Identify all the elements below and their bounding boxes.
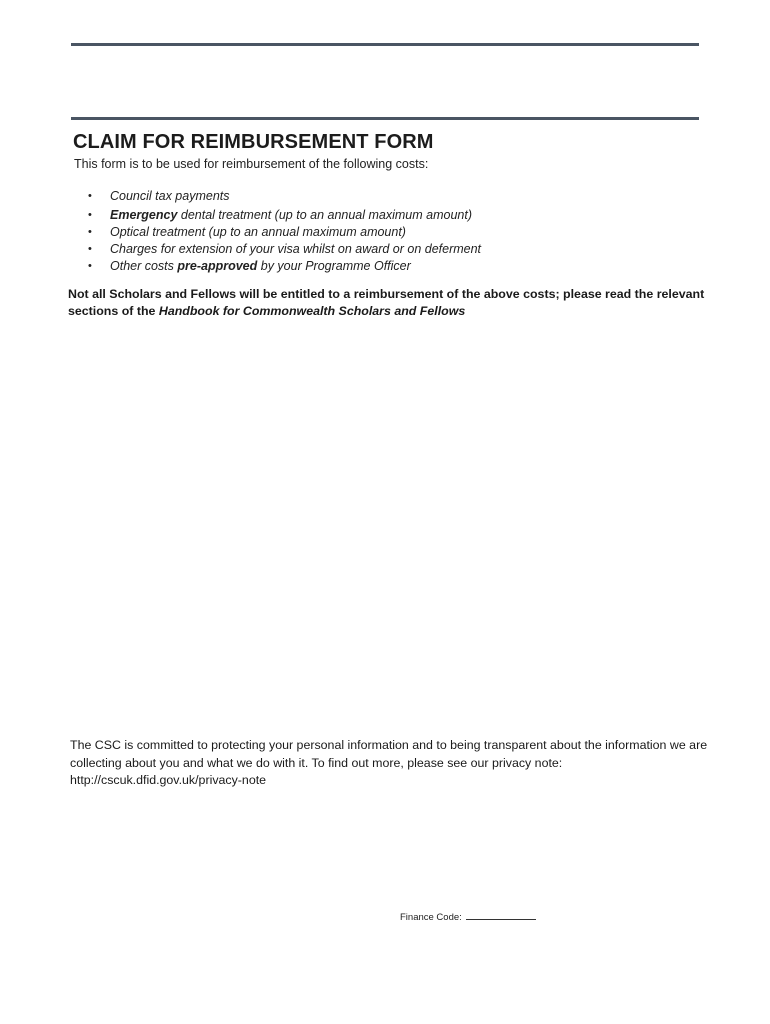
cost-text: dental treatment (up to an annual maximum amount) <box>177 208 473 222</box>
form-title: CLAIM FOR REIMBURSEMENT FORM <box>73 131 434 153</box>
finance-code <box>400 910 536 923</box>
eligibility-notice <box>68 286 736 320</box>
list-item <box>88 224 481 241</box>
finance-code-label: Finance Code: <box>400 912 462 923</box>
bullet-icon: • <box>88 243 92 255</box>
cost-text: Charges for extension of your visa whilst on award or on deferment <box>110 242 482 256</box>
list-item <box>88 258 481 275</box>
form-intro: This form is to be used for reimbursement of the following costs: <box>74 157 429 171</box>
bullet-icon: • <box>88 190 92 202</box>
cost-emphasis: Emergency <box>110 208 178 222</box>
list-item <box>88 188 481 205</box>
cost-text: Council tax payments <box>110 189 230 203</box>
bullet-icon: • <box>88 260 92 272</box>
handbook-title: Handbook for Commonwealth Scholars and Fellows <box>158 304 466 318</box>
bullet-icon: • <box>88 226 92 238</box>
top-divider <box>71 43 699 46</box>
cost-text-prefix: Other costs <box>110 259 178 273</box>
privacy-statement <box>70 737 710 790</box>
list-item <box>88 207 481 224</box>
notice-text: Not all Scholars and Fellows will be entitled to a reimbursement of the above costs; please read the relevant sections of the <box>68 287 705 318</box>
bullet-icon: • <box>88 209 92 221</box>
list-item <box>88 241 481 258</box>
cost-text: by your Programme Officer <box>257 259 411 273</box>
cost-text: Optical treatment (up to an annual maximum amount) <box>110 225 406 239</box>
header-divider <box>71 117 699 120</box>
cost-emphasis: pre-approved <box>177 259 258 273</box>
cost-list <box>88 188 481 275</box>
privacy-link[interactable]: http://cscuk.dfid.gov.uk/privacy-note <box>70 773 267 787</box>
finance-code-field[interactable] <box>466 910 536 920</box>
privacy-text: The CSC is committed to protecting your personal information and to being transparent about the information we are collecting about you and what we do with it. To find out more, please see our privacy note: <box>70 738 708 770</box>
